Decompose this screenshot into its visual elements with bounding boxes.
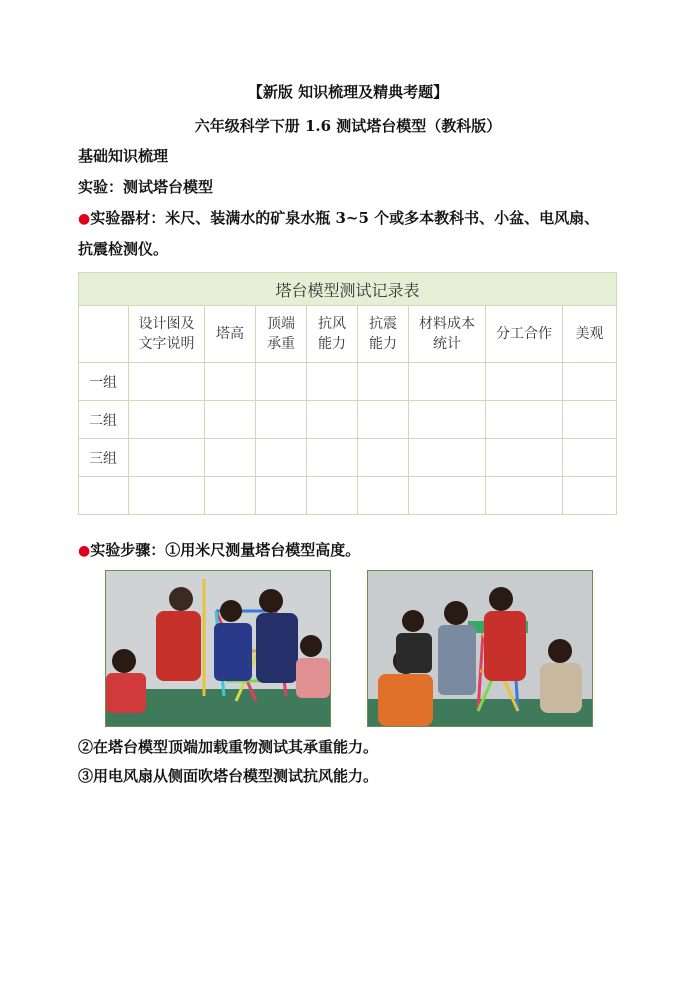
table-cell [205, 363, 256, 401]
table-header-text: 抗震 [369, 316, 397, 332]
document-subtitle: 六年级科学下册 1.6 测试塔台模型（教科版） [194, 117, 502, 135]
record-table-container [78, 272, 616, 517]
table-cell [129, 401, 205, 439]
table-header-text: 抗风 [318, 316, 346, 332]
table-cell [563, 363, 617, 401]
table-cell [486, 477, 563, 515]
table-row [79, 477, 617, 515]
photo-students-measuring-tower [105, 570, 331, 727]
red-bullet-icon: ● [78, 211, 91, 227]
table-cell [129, 439, 205, 477]
section-title: 基础知识梳理 [78, 147, 169, 165]
table-cell [563, 401, 617, 439]
photo-1-illustration [106, 571, 330, 726]
table-cell [129, 477, 205, 515]
materials-line-2: 抗震检测仪。 [78, 240, 169, 258]
table-header-text: 文字说明 [138, 336, 195, 352]
table-cell [307, 401, 358, 439]
table-header-text: 统计 [433, 336, 461, 352]
table-cell [205, 477, 256, 515]
table-header-cell [358, 306, 409, 363]
table-header-text: 能力 [318, 336, 346, 352]
table-header-cell [79, 306, 129, 363]
experiment-title: 实验：测试塔台模型 [78, 178, 214, 196]
steps-line-2: ②在塔台模型顶端加载重物测试其承重能力。 [78, 738, 379, 756]
table-header-cell [129, 306, 205, 363]
table-cell [358, 401, 409, 439]
table-cell [358, 477, 409, 515]
materials-line-1 [78, 208, 599, 229]
table-cell [563, 439, 617, 477]
table-cell [409, 401, 486, 439]
photo-2-illustration [368, 571, 592, 726]
table-header-cell [409, 306, 486, 363]
table-row-label: 二组 [79, 401, 129, 439]
table-row [79, 439, 617, 477]
table-header-text: 分工合作 [496, 326, 552, 342]
table-header-cell [205, 306, 256, 363]
table-cell [256, 401, 307, 439]
table-cell [486, 401, 563, 439]
table-title: 塔台模型测试记录表 [79, 273, 617, 306]
table-cell [256, 363, 307, 401]
document-heading: 【新版 知识梳理及精典考题】 [247, 83, 449, 101]
table-header-cell [563, 306, 617, 363]
table-cell [409, 477, 486, 515]
table-cell [486, 439, 563, 477]
table-row-label [79, 477, 129, 515]
record-table [78, 272, 617, 515]
table-cell [256, 477, 307, 515]
table-header-text: 美观 [575, 326, 604, 342]
table-row [79, 401, 617, 439]
table-cell [205, 439, 256, 477]
table-header-text: 承重 [267, 336, 295, 352]
table-row-label: 一组 [79, 363, 129, 401]
table-header-cell [486, 306, 563, 363]
photo-students-loading-tower [367, 570, 593, 727]
table-row [79, 363, 617, 401]
table-header-cell [256, 306, 307, 363]
table-header-text: 顶端 [267, 316, 295, 332]
table-cell [358, 363, 409, 401]
table-cell [307, 439, 358, 477]
table-header-text: 塔高 [216, 326, 244, 342]
table-cell [409, 439, 486, 477]
table-header-text: 设计图及 [138, 316, 195, 332]
table-cell [563, 477, 617, 515]
red-bullet-icon: ● [78, 543, 91, 559]
table-cell [205, 401, 256, 439]
step-1-text: 实验步骤：①用米尺测量塔台模型高度。 [90, 541, 361, 559]
table-header-text: 材料成本 [419, 316, 475, 332]
table-cell [129, 363, 205, 401]
steps-line-3: ③用电风扇从侧面吹塔台模型测试抗风能力。 [78, 767, 379, 785]
table-body [79, 363, 617, 515]
materials-text: 实验器材：米尺、装满水的矿泉水瓶 3~5 个或多本教科书、小盆、电风扇、 [90, 209, 600, 227]
steps-line-1 [78, 540, 360, 561]
table-header-row [79, 306, 617, 363]
table-header-cell [307, 306, 358, 363]
table-cell [307, 363, 358, 401]
table-header-text: 能力 [369, 336, 397, 352]
table-cell [486, 363, 563, 401]
table-row-label: 三组 [79, 439, 129, 477]
table-cell [358, 439, 409, 477]
table-cell [409, 363, 486, 401]
table-cell [307, 477, 358, 515]
table-cell [256, 439, 307, 477]
